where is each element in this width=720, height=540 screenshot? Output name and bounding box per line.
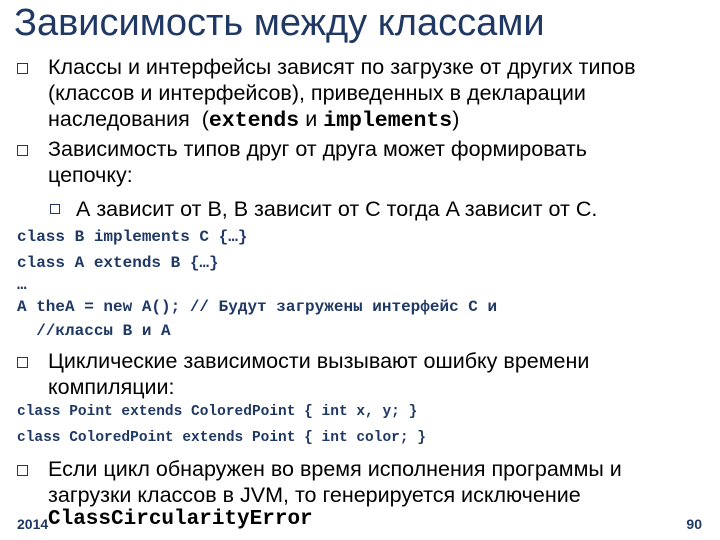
bullet-class-dependencies — [48, 54, 636, 134]
keyword-implements: implements — [323, 109, 453, 133]
bullet-3-line-1: Циклические зависимости вызывают ошибку времени — [48, 349, 590, 373]
bullet-2-line-1: Зависимость типов друг от друга может формировать — [48, 137, 587, 161]
bullet-dependency-chain — [48, 136, 587, 188]
code-line: class B implements C {…} — [17, 228, 248, 246]
code-line: class Point extends ColoredPoint { int x, y; } — [17, 404, 418, 420]
bullet-1-line-2: (классов и интерфейсов), приведенных в декларации — [48, 81, 586, 105]
footer-year: 2014 — [17, 516, 49, 532]
page-number: 90 — [686, 516, 702, 532]
bullet-1-line-3: наследования (extends и implements) — [48, 107, 460, 133]
slide-title: Зависимость между классами — [14, 2, 545, 44]
square-bullet-icon — [50, 204, 60, 214]
bullet-2-line-2: цепочку: — [48, 163, 133, 187]
bullet-runtime-cycle — [48, 456, 622, 508]
square-bullet-icon — [17, 465, 28, 476]
bullet-4-line-2: загрузки классов в JVM, то генерируется исключение — [48, 483, 581, 507]
code-line: A theA = new A(); // Будут загружены интерфейс C и — [17, 298, 498, 316]
keyword-extends: extends — [208, 109, 300, 133]
square-bullet-icon — [17, 145, 28, 156]
bullet-1-line-1: Классы и интерфейсы зависят по загрузке от других типов — [48, 55, 636, 79]
code-line: … — [17, 276, 27, 294]
square-bullet-icon — [17, 357, 28, 368]
square-bullet-icon — [17, 63, 28, 74]
bullet-cyclic-dependencies — [48, 348, 589, 400]
code-line: //классы B и A — [17, 322, 171, 340]
exception-name: ClassCircularityError — [48, 508, 313, 531]
bullet-3-line-2: компиляции: — [48, 375, 175, 399]
code-line: class A extends B {…} — [17, 254, 219, 272]
sub-bullet-text: А зависит от B, B зависит от C тогда A зависит от C. — [76, 197, 598, 221]
code-line: class ColoredPoint extends Point { int color; } — [17, 430, 426, 446]
bullet-4-line-1: Если цикл обнаружен во время исполнения программы и — [48, 457, 622, 481]
sub-bullet-transitive — [76, 196, 597, 222]
